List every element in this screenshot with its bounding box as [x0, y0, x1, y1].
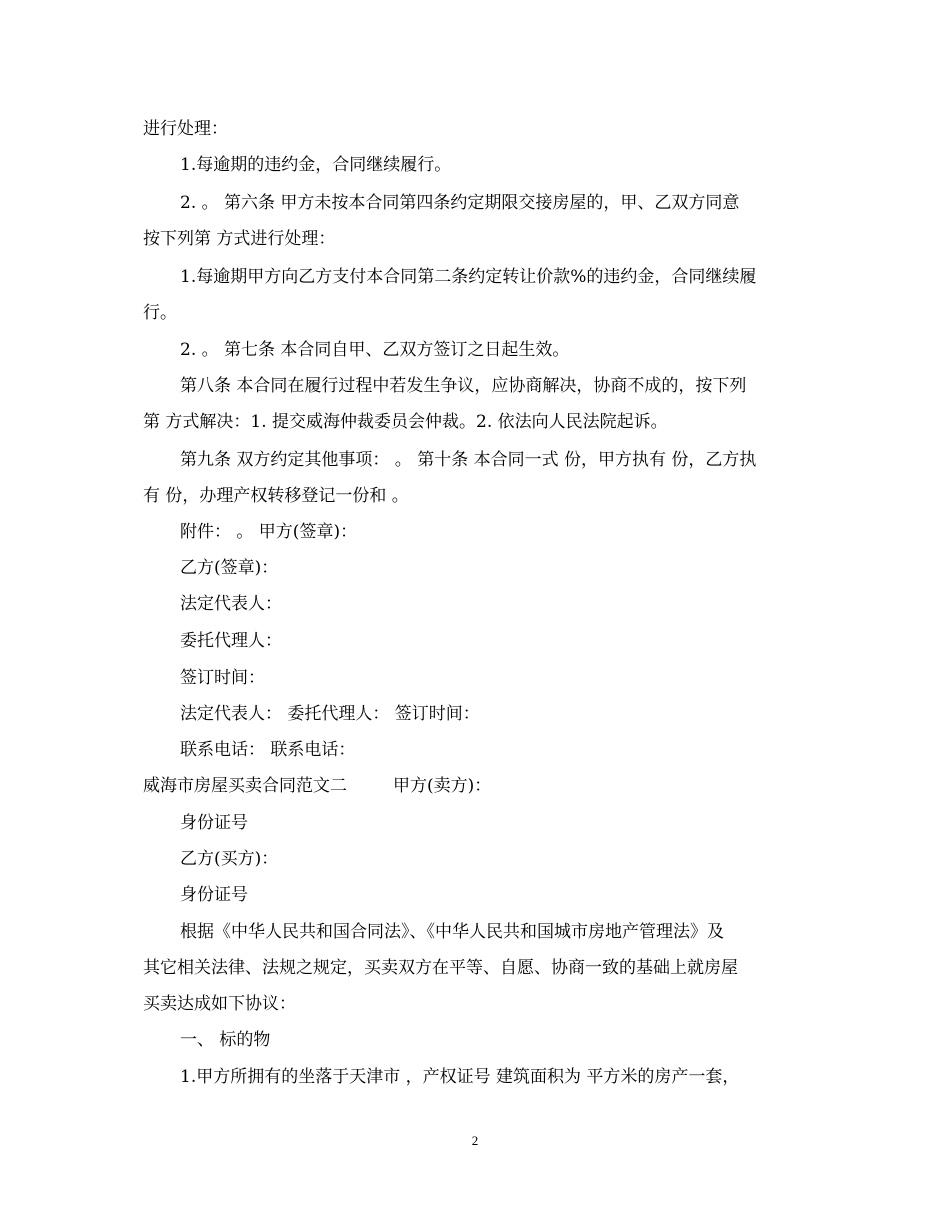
paragraph-line: 其它相关法律、法规之规定，买卖双方在平等、自愿、协商一致的基础上就房屋: [143, 958, 738, 978]
section-title: 威海市房屋买卖合同范文二: [143, 776, 347, 796]
paragraph-line: 买卖达成如下协议：: [143, 994, 296, 1014]
section-title-line: [143, 774, 491, 798]
paragraph-line: 联系电话： 联系电话：: [180, 740, 356, 760]
paragraph-line: 1.每逾期的违约金，合同继续履行。: [180, 155, 452, 175]
paragraph-line: 委托代理人：: [180, 631, 282, 651]
paragraph-line: 乙方(签章)：: [180, 558, 279, 578]
paragraph-line: 根据《中华人民共和国合同法》、《中华人民共和国城市房地产管理法》及: [180, 922, 724, 942]
paragraph-line: 1.甲方所拥有的坐落于天津市 ，产权证号 建筑面积为 平方米的房产一套，: [180, 1067, 740, 1087]
paragraph-line: 第九条 双方约定其他事项： 。 第十条 本合同一式 份，甲方执有 份，乙方执: [180, 450, 757, 470]
page-number: 2: [471, 1133, 479, 1148]
paragraph-line: 2. 。 第七条 本合同自甲、乙双方签订之日起生效。: [180, 340, 570, 360]
paragraph-line: 一、 标的物: [180, 1030, 271, 1050]
paragraph-line: 附件： 。 甲方(签章)：: [180, 522, 358, 542]
paragraph-line: 有 份，办理产权转移登记一份和 。: [143, 486, 409, 506]
paragraph-line: 身份证号: [180, 885, 248, 905]
paragraph-line: 2. 。 第六条 甲方未按本合同第四条约定期限交接房屋的，甲、乙双方同意: [180, 193, 740, 213]
paragraph-line: 1.每逾期甲方向乙方支付本合同第二条约定转让价款%的违约金，合同继续履: [180, 267, 757, 287]
paragraph-line: 身份证号: [180, 813, 248, 833]
paragraph-line: 行。: [143, 303, 177, 323]
paragraph-line: 按下列第 方式进行处理：: [143, 229, 336, 249]
seller-label: 甲方(卖方)：: [393, 776, 492, 796]
paragraph-line: 法定代表人：: [180, 594, 282, 614]
paragraph-line: 乙方(买方)：: [180, 849, 279, 869]
paragraph-line: 法定代表人： 委托代理人： 签订时间：: [180, 704, 480, 724]
paragraph-line: 第八条 本合同在履行过程中若发生争议，应协商解决，协商不成的，按下列: [180, 376, 747, 396]
paragraph-line: 第 方式解决：1. 提交威海仲裁委员会仲裁。2. 依法向人民法院起诉。: [143, 412, 668, 432]
paragraph-line: 进行处理：: [143, 119, 228, 139]
paragraph-line: 签订时间：: [180, 668, 265, 688]
